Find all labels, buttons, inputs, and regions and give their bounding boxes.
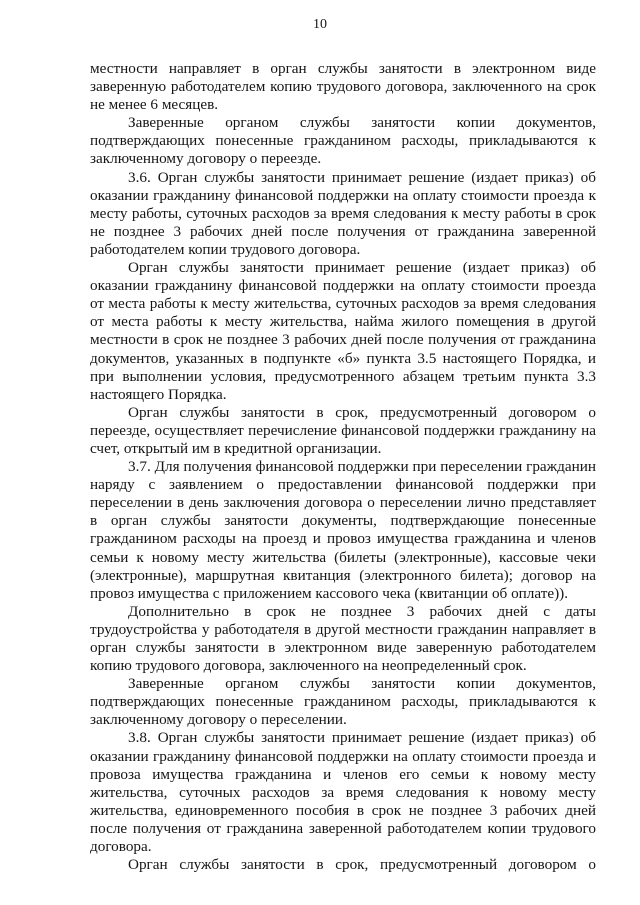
page-number: 10 — [313, 17, 327, 32]
paragraph-3-7: 3.7. Для получения финансовой поддержки при переселении гражданин наряду с заявлением о предоставлении финансовой поддержки при переселении в день заключения договора о переселении лично представляет в орган службы занятости документы, подтверждающие понесенные гражданином расходы на проезд и провоз имущества гражданина и членов семьи к новому месту жительства (билеты (электронные), кассовые чеки (электронные), маршрутная квитанция (электронного билета); договор на провоз имущества с приложением кассового чека (квитанции об оплате)). — [90, 458, 596, 602]
paragraph-truncated: Орган службы занятости в срок, предусмотренный договором о — [128, 856, 596, 874]
document-body — [90, 60, 596, 874]
paragraph: Орган службы занятости в срок, предусмотренный договором о переезде, осуществляет перечисление финансовой поддержки гражданину на счет, открытый им в кредитной организации. — [90, 403, 596, 457]
paragraph: Дополнительно в срок не позднее 3 рабочих дней с даты трудоустройства у работодателя в другой местности гражданин направляет в орган службы занятости в электронном виде заверенную работодателем копию трудового договора, заключенного на неопределенный срок. — [90, 602, 596, 675]
paragraph-3-6: 3.6. Орган службы занятости принимает решение (издает приказ) об оказании гражданину финансовой поддержки на оплату стоимости проезда к месту работы, суточных расходов за время следования к месту работы в срок не позднее 3 рабочих дней после получения от гражданина заверенной работодателем копии трудового договора. — [90, 168, 596, 258]
paragraph-continuation: местности направляет в орган службы занятости в электронном виде заверенную работодателем копию трудового договора, заключенного на срок не менее 6 месяцев. — [90, 60, 596, 114]
paragraph: Заверенные органом службы занятости копии документов, подтверждающих понесенные гражданином расходы, прикладываются к заключенному договору о переселении. — [90, 675, 596, 729]
paragraph: Заверенные органом службы занятости копии документов, подтверждающих понесенные гражданином расходы, прикладываются к заключенному договору о переезде. — [90, 114, 596, 168]
paragraph: Орган службы занятости принимает решение (издает приказ) об оказании гражданину финансовой поддержки на оплату стоимости проезда от места работы к месту жительства, суточных расходов за время следования от места работы к месту жительства, найма жилого помещения в другой местности в срок не позднее 3 рабочих дней после получения от гражданина документов, указанных в подпункте «б» пункта 3.5 настоящего Порядка, и при выполнении условия, предусмотренного абзацем третьим пункта 3.3 настоящего Порядка. — [90, 259, 596, 403]
paragraph-3-8: 3.8. Орган службы занятости принимает решение (издает приказ) об оказании гражданину финансовой поддержки на оплату стоимости проезда и провоза имущества гражданина и членов его семьи к новому месту жительства, суточных расходов за время следования к новому месту жительства, единовременного пособия в срок не позднее 3 рабочих дней после получения от гражданина заверенной работодателем копии трудового договора. — [90, 729, 596, 856]
